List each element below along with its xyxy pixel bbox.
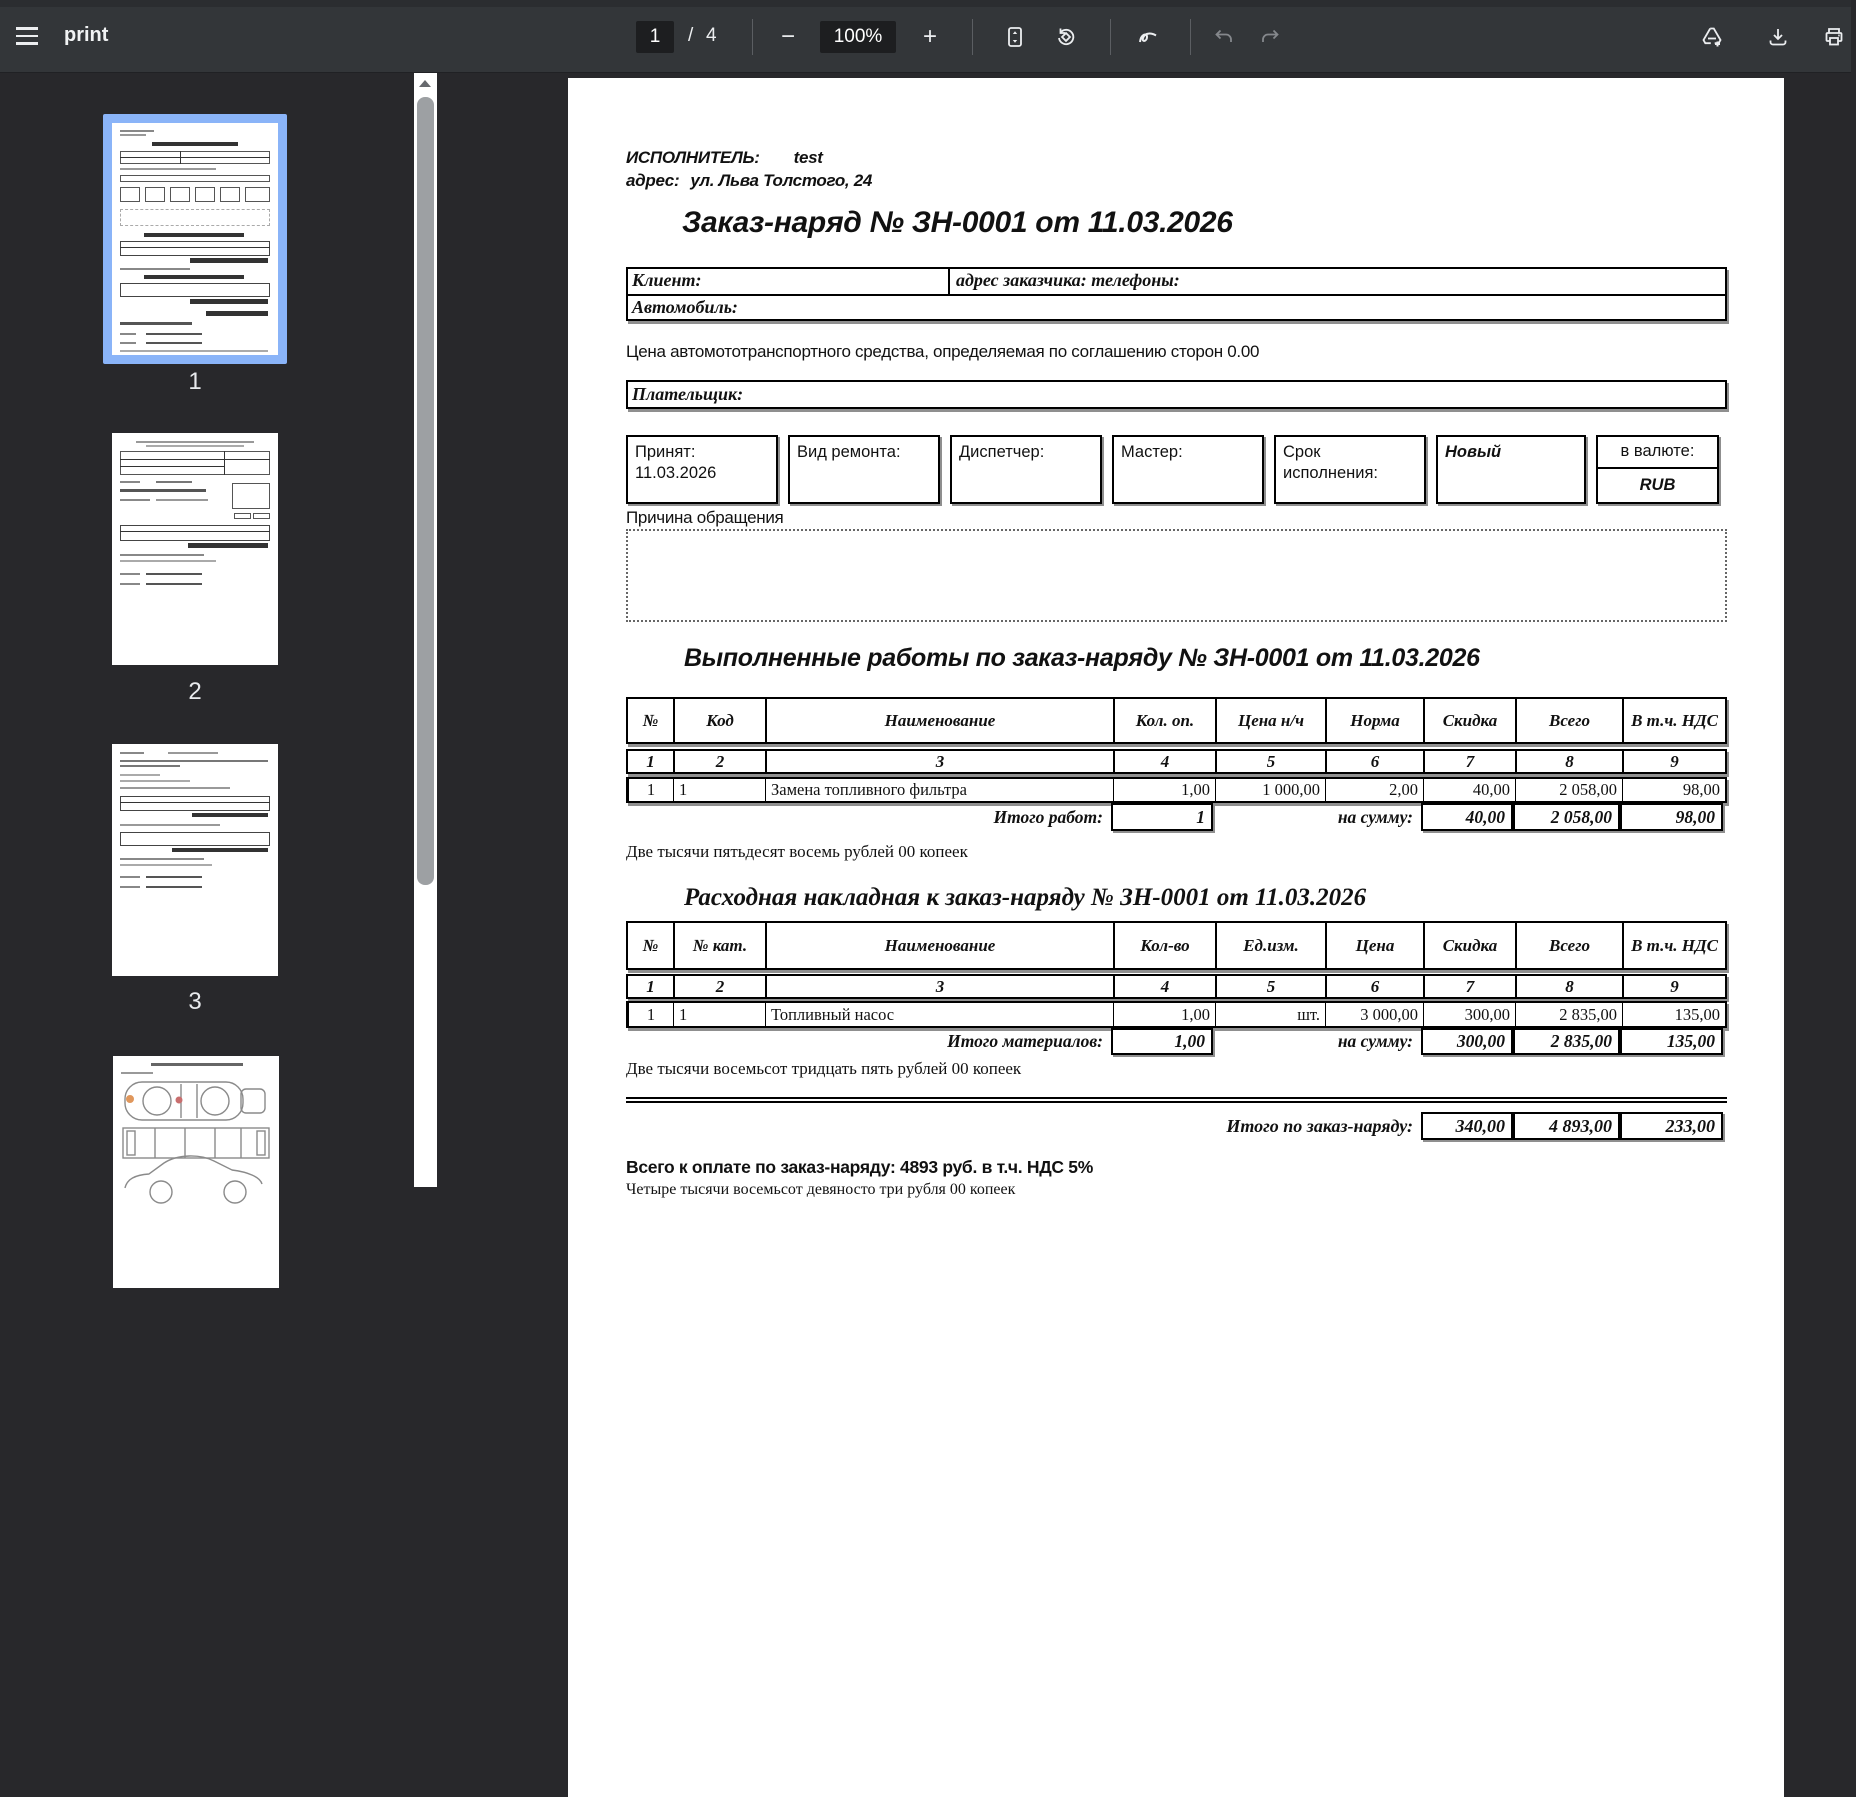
materials-total-label: Итого материалов:: [947, 1031, 1103, 1051]
materials-sum-label: на сумму:: [1337, 1031, 1413, 1051]
materials-data-row: 1 1 Топливный насос 1,00 шт. 3 000,00 300,00 2 835,00 135,00: [626, 1001, 1727, 1028]
works-data-row: 1 1 Замена топливного фильтра 1,00 1 000,00 2,00 40,00 2 058,00 98,00: [626, 777, 1727, 803]
master-label: Мастер:: [1121, 443, 1183, 461]
thumbnail-preview: [112, 433, 278, 665]
reason-field: [626, 529, 1727, 622]
payable-words: Четыре тысячи восемьсот девяносто три рубля 00 копеек: [626, 1181, 1016, 1198]
page-thumbnail-2[interactable]: [103, 424, 287, 674]
save-to-drive-button[interactable]: [1690, 15, 1734, 59]
toolbar-separator: [752, 19, 753, 55]
thumbnail-label-3: 3: [188, 988, 202, 1015]
draw-annotate-icon: [1135, 24, 1161, 50]
toolbar-separator: [1110, 19, 1111, 55]
undo-button[interactable]: [1202, 15, 1246, 59]
works-amount-words: Две тысячи пятьдесят восемь рублей 00 копеек: [626, 842, 968, 861]
thumbnail-preview: [112, 744, 278, 976]
scrollbar-thumb[interactable]: [417, 97, 434, 885]
materials-colnum-row: 1 2 3 4 5 6 7 8 9: [626, 974, 1727, 999]
price-note: Цена автомототранспортного средства, определяемая по соглашению сторон 0.00: [626, 342, 1260, 361]
payable-line: Всего к оплате по заказ-наряду: 4893 руб. в т.ч. НДС 5%: [626, 1157, 1093, 1177]
materials-header-row: № № кат. Наименование Кол-во Ед.изм. Цена Скидка Всего В т.ч. НДС: [626, 921, 1727, 970]
payer-label: Плательщик:: [632, 384, 744, 404]
menu-icon[interactable]: [12, 22, 42, 50]
rotate-counterclockwise-icon: [1054, 25, 1078, 49]
scroll-up-arrow[interactable]: [414, 73, 437, 93]
due-date-label: Срок исполнения:: [1283, 443, 1378, 482]
totals-divider: [626, 1097, 1727, 1103]
works-total-discount: 40,00: [1421, 803, 1513, 831]
draw-annotate-button[interactable]: [1126, 15, 1170, 59]
toolbar-separator: [1190, 19, 1191, 55]
page-thumbnail-3[interactable]: [103, 735, 287, 985]
thumbnail-preview: [112, 123, 278, 355]
materials-title: Расходная накладная к заказ-наряду № ЗН-0001 от 11.03.2026: [684, 884, 1367, 911]
thumbnail-label-2: 2: [188, 678, 202, 705]
works-totals-row: [626, 803, 1727, 831]
fit-to-page-icon: [1003, 25, 1027, 49]
print-icon: [1822, 25, 1846, 49]
client-address-label: адрес заказчика: телефоны:: [948, 269, 1725, 294]
fit-to-page-button[interactable]: [993, 15, 1037, 59]
materials-amount-words: Две тысячи восемьсот тридцать пять рублей 00 копеек: [626, 1059, 1022, 1078]
reason-label: Причина обращения: [626, 508, 784, 527]
works-total-qty: 1: [1111, 803, 1213, 831]
thumbnail-preview: [113, 1056, 279, 1288]
due-date-box: [1274, 435, 1426, 504]
car-diagram-preview: [113, 1056, 279, 1206]
save-to-drive-icon: [1699, 24, 1725, 50]
materials-total-discount: 300,00: [1421, 1028, 1513, 1055]
toolbar-separator: [972, 19, 973, 55]
grand-total-discount: 340,00: [1421, 1112, 1513, 1140]
works-sum-label: на сумму:: [1337, 806, 1413, 827]
undo-icon: [1212, 25, 1236, 49]
grand-total-vat: 233,00: [1620, 1112, 1723, 1140]
page-thumbnail-1[interactable]: [103, 114, 287, 364]
sidebar-scrollbar[interactable]: [414, 73, 437, 1187]
materials-total-qty: 1,00: [1111, 1028, 1213, 1055]
dispatcher-label: Диспетчер:: [959, 443, 1045, 461]
currency-label: в валюте:: [1598, 437, 1717, 469]
document-title: print: [64, 24, 109, 46]
client-label: Клиент:: [632, 270, 702, 290]
download-icon: [1766, 25, 1790, 49]
works-title: Выполненные работы по заказ-наряду № ЗН-0001 от 11.03.2026: [684, 644, 1480, 672]
car-label: Автомобиль:: [632, 297, 738, 317]
executor-value: test: [793, 148, 823, 167]
works-total-label: Итого работ:: [993, 806, 1103, 827]
info-boxes-row: [626, 435, 1727, 504]
status-box: [1436, 435, 1586, 504]
accepted-label: Принят:: [635, 443, 696, 461]
zoom-in-button[interactable]: +: [922, 23, 937, 50]
payer-box: [626, 380, 1727, 409]
status-value: Новый: [1445, 443, 1502, 461]
page-number-input[interactable]: [636, 21, 674, 53]
executor-line: [626, 148, 823, 168]
works-header-row: № Код Наименование Кол. оп. Цена н/ч Норма Скидка Всего В т.ч. НДС: [626, 697, 1727, 744]
works-total-amount: 2 058,00: [1513, 803, 1620, 831]
grand-total-label: Итого по заказ-наряду:: [1226, 1115, 1413, 1136]
zoom-out-button[interactable]: −: [780, 23, 795, 50]
pdf-page-1: [568, 78, 1784, 1797]
page-divider: /: [688, 25, 694, 46]
accepted-date: 11.03.2026: [635, 463, 717, 482]
repair-type-box: [788, 435, 940, 504]
currency-value: RUB: [1639, 475, 1676, 494]
print-button[interactable]: [1812, 15, 1856, 59]
page-thumbnail-4[interactable]: [104, 1047, 288, 1297]
download-button[interactable]: [1756, 15, 1800, 59]
accepted-box: [626, 435, 778, 504]
works-total-vat: 98,00: [1620, 803, 1723, 831]
address-label: адрес:: [626, 171, 680, 190]
currency-box: [1596, 435, 1719, 504]
redo-icon: [1258, 25, 1282, 49]
client-table: [626, 267, 1727, 321]
redo-button[interactable]: [1248, 15, 1292, 59]
grand-total-amount: 4 893,00: [1513, 1112, 1620, 1140]
grand-total-row: [626, 1112, 1727, 1140]
page-total: 4: [706, 25, 717, 46]
materials-totals-row: [626, 1028, 1727, 1055]
executor-label: ИСПОЛНИТЕЛЬ:: [626, 148, 760, 167]
dispatcher-box: [950, 435, 1102, 504]
works-colnum-row: 1 2 3 4 5 6 7 8 9: [626, 749, 1727, 774]
address-line: [626, 171, 872, 191]
rotate-button[interactable]: [1044, 15, 1088, 59]
pdf-toolbar: [0, 0, 1851, 73]
materials-total-amount: 2 835,00: [1513, 1028, 1620, 1055]
materials-total-vat: 135,00: [1620, 1028, 1723, 1055]
zoom-level-button[interactable]: 100%: [820, 21, 896, 53]
thumbnail-label-1: 1: [188, 368, 202, 395]
address-value: ул. Льва Толстого, 24: [690, 171, 873, 190]
master-box: [1112, 435, 1264, 504]
repair-type-label: Вид ремонта:: [797, 443, 901, 461]
order-title: Заказ-наряд № ЗН-0001 от 11.03.2026: [682, 206, 1233, 239]
